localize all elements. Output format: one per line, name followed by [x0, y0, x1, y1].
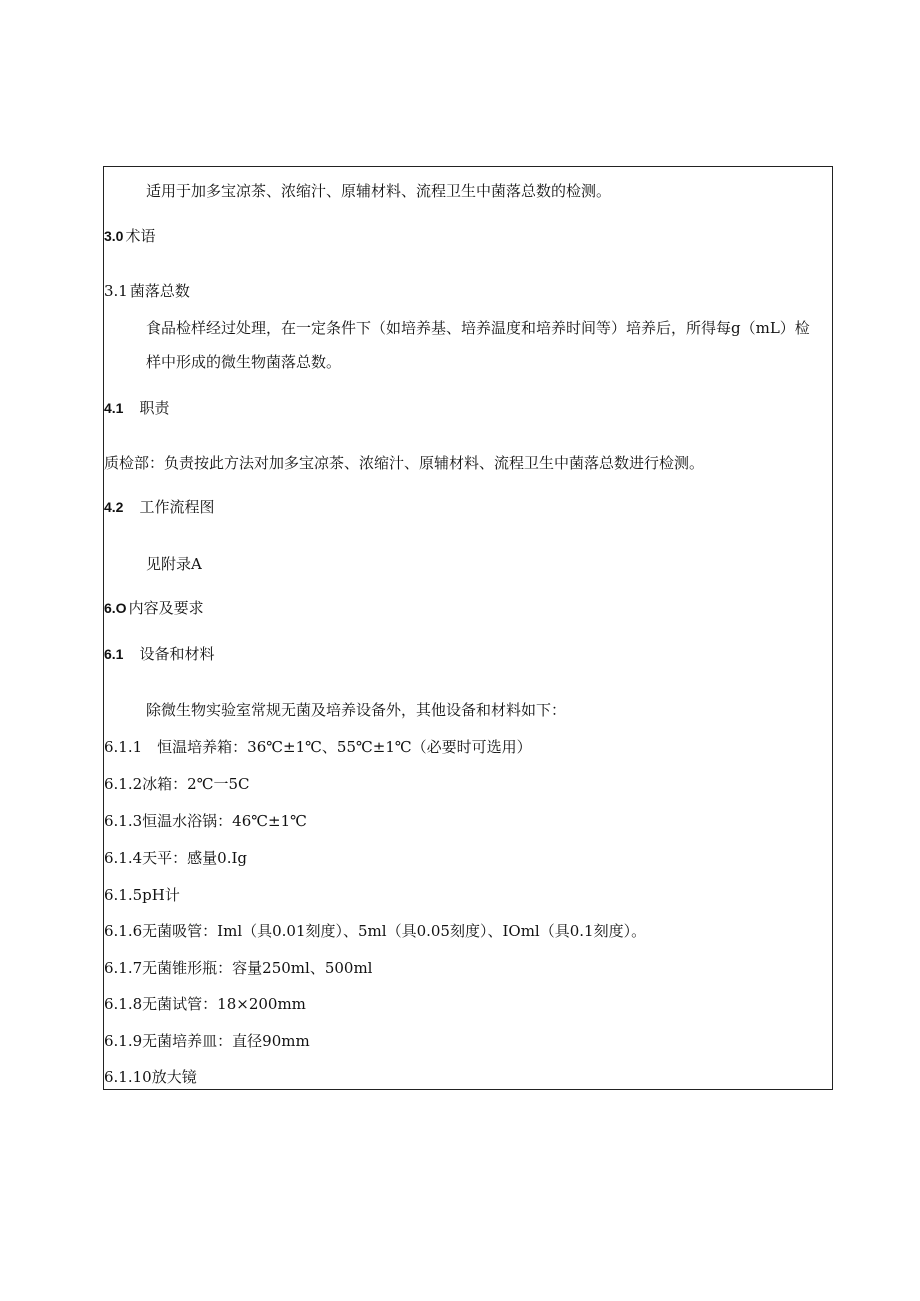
equipment-item: 6.1.5pH计	[104, 886, 180, 904]
document-frame	[103, 166, 833, 1090]
section-title: 内容及要求	[128, 599, 204, 617]
section-number: 3.1	[104, 282, 128, 300]
equipment-item: 6.1.1 恒温培养箱：36℃±1℃、55℃±1℃（必要时可选用）	[104, 738, 532, 756]
section-3-1-heading	[104, 281, 190, 301]
section-title: 设备和材料	[139, 645, 215, 663]
section-title: 菌落总数	[129, 282, 190, 300]
equipment-item: 6.1.10放大镜	[104, 1068, 197, 1086]
definition-text: 食品检样经过处理，在一定条件下（如培养基、培养温度和培养时间等）培养后，所得每g（mL）检样中形成的微生物菌落总数。	[146, 319, 810, 371]
scope-paragraph: 适用于加多宝凉茶、浓缩汁、原辅材料、流程卫生中菌落总数的检测。	[146, 182, 612, 200]
equipment-item: 6.1.6无菌吸管：Iml（具0.01刻度）、5ml（具0.05刻度）、IOml（具0.1刻度）。	[104, 922, 647, 940]
section-number: 4.2	[104, 499, 124, 515]
equipment-item: 6.1.4天平：感量0.Ig	[104, 849, 248, 867]
definition-paragraph	[104, 311, 820, 379]
equipment-item: 6.1.9无菌培养皿：直径90mm	[104, 1032, 310, 1050]
section-number: 3.0	[104, 228, 124, 244]
equipment-item: 6.1.2冰箱：2℃一5C	[104, 775, 250, 793]
equipment-item: 6.1.3恒温水浴锅：46℃±1℃	[104, 812, 307, 830]
section-6-1-heading	[104, 644, 214, 664]
section-title: 职责	[139, 399, 170, 417]
section-title: 工作流程图	[139, 498, 215, 516]
section-6-0-heading	[104, 598, 204, 618]
section-4-1-heading	[104, 398, 169, 418]
section-number: 4.1	[104, 400, 124, 416]
section-3-0-heading	[104, 226, 155, 246]
flow-reference: 见附录A	[146, 555, 202, 573]
equipment-intro: 除微生物实验室常规无菌及培养设备外，其他设备和材料如下：	[146, 701, 567, 719]
equipment-item: 6.1.7无菌锥形瓶：容量250ml、500ml	[104, 959, 373, 977]
section-4-2-heading	[104, 497, 214, 517]
section-title: 术语	[125, 227, 156, 245]
section-number: 6.1	[104, 646, 124, 662]
duty-paragraph: 质检部：负责按此方法对加多宝凉茶、浓缩汁、原辅材料、流程卫生中菌落总数进行检测。	[104, 454, 705, 472]
equipment-item: 6.1.8无菌试管：18×200mm	[104, 995, 306, 1013]
section-number: 6.O	[104, 600, 127, 616]
